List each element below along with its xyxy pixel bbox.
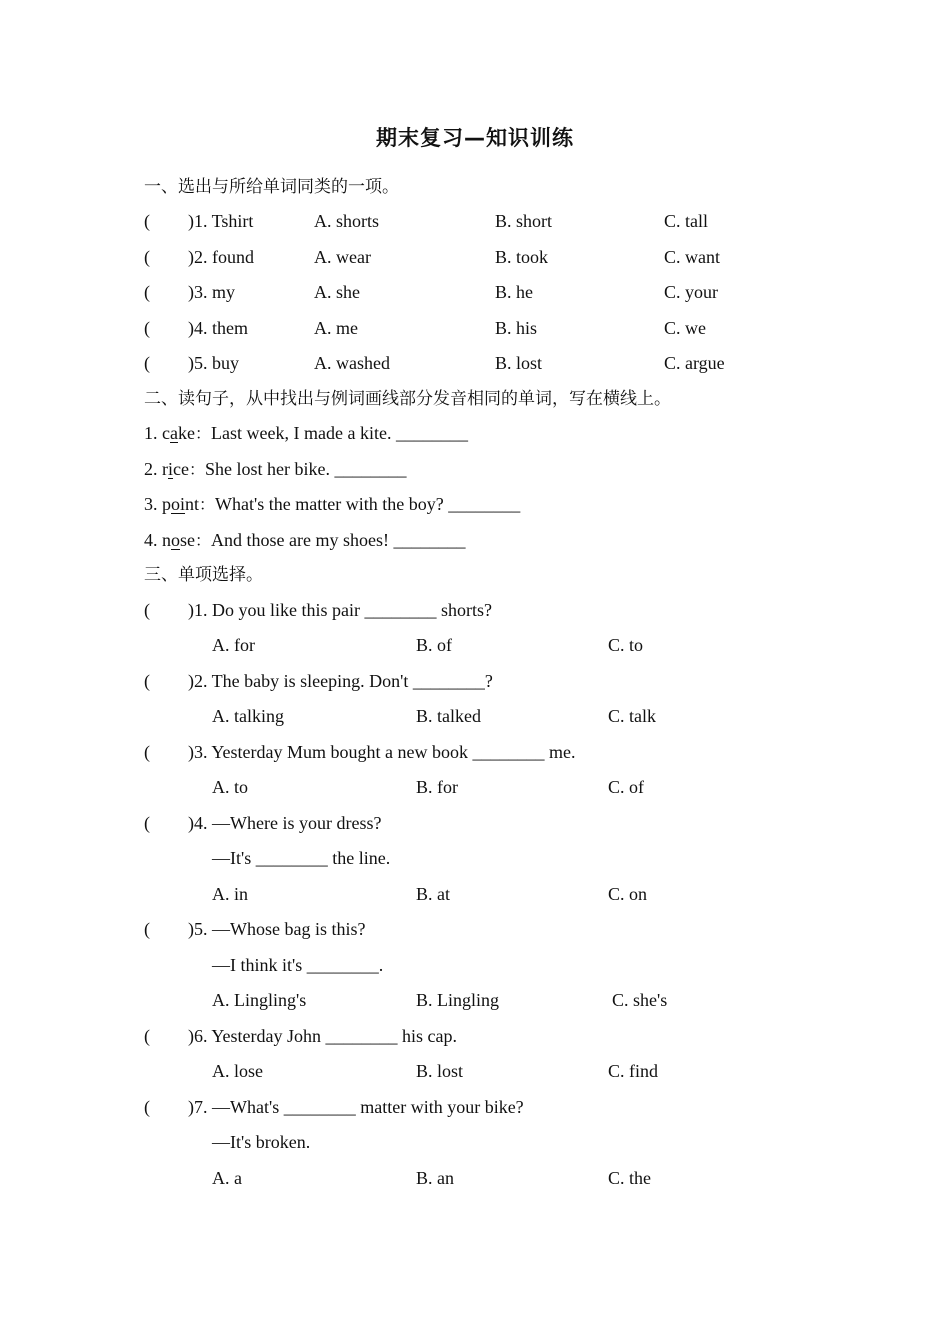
- option-b: B. talked: [416, 706, 481, 726]
- example-word-end: ce: [173, 459, 189, 479]
- section1-heading: 一、选出与所给单词同类的一项。: [144, 177, 399, 197]
- option-a: A. talking: [212, 706, 284, 726]
- option-a: A. in: [212, 884, 248, 904]
- underlined-letters: o: [171, 530, 180, 550]
- answer-paren: (: [144, 282, 150, 302]
- option-b: B. for: [416, 777, 458, 797]
- option-a: A. for: [212, 635, 255, 655]
- question-text: )5. buy: [188, 353, 239, 373]
- sentence: Last week, I made a kite. ________: [211, 423, 468, 443]
- option-c: C. she's: [612, 990, 668, 1010]
- option-c: C. we: [664, 318, 706, 338]
- colon: ：: [199, 495, 216, 514]
- underlined-letters: i: [168, 459, 174, 479]
- answer-paren: (: [144, 671, 150, 691]
- option-b: B. took: [495, 247, 549, 267]
- question-text: )3. my: [188, 282, 235, 302]
- option-a: A. a: [212, 1168, 242, 1188]
- option-b: B. of: [416, 635, 452, 655]
- question-text: )2. The baby is sleeping. Don't ________?: [188, 671, 493, 691]
- option-c: C. want: [664, 247, 720, 267]
- question-text: )2. found: [188, 247, 254, 267]
- option-c: C. find: [608, 1061, 659, 1081]
- option-a: A. Lingling's: [212, 990, 307, 1010]
- option-b: B. he: [495, 282, 533, 302]
- dialogue-reply: —I think it's ________.: [212, 955, 384, 975]
- colon: ：: [195, 531, 212, 550]
- answer-paren: (: [144, 353, 150, 373]
- answer-paren: (: [144, 813, 150, 833]
- question-text: )3. Yesterday Mum bought a new book ________ me.: [188, 742, 576, 762]
- option-a: A. lose: [212, 1061, 263, 1081]
- example-word-start: 1. c: [144, 423, 170, 443]
- question-text: )1. Do you like this pair ________ shorts?: [188, 600, 492, 620]
- option-b: B. at: [416, 884, 450, 904]
- option-a: A. she: [314, 282, 360, 302]
- option-b: B. an: [416, 1168, 454, 1188]
- option-b: B. his: [495, 318, 538, 338]
- question-text: )7. —What's ________ matter with your bike?: [188, 1097, 524, 1117]
- s2-item: [144, 422, 468, 445]
- example-word-start: 3. p: [144, 494, 171, 514]
- option-c: C. talk: [608, 706, 656, 726]
- answer-paren: (: [144, 247, 150, 267]
- colon: ：: [189, 460, 206, 479]
- question-text: )4. —Where is your dress?: [188, 813, 382, 833]
- example-word-end: se: [180, 530, 195, 550]
- question-text: )6. Yesterday John ________ his cap.: [188, 1026, 457, 1046]
- example-word-start: 2. r: [144, 459, 168, 479]
- option-c: C. the: [608, 1168, 651, 1188]
- answer-paren: (: [144, 742, 150, 762]
- dialogue-reply: —It's broken.: [212, 1132, 311, 1152]
- option-b: B. short: [495, 211, 553, 231]
- sentence: And those are my shoes! ________: [211, 530, 466, 550]
- example-word-start: 4. n: [144, 530, 171, 550]
- underlined-letters: a: [170, 423, 178, 443]
- sentence: She lost her bike. ________: [205, 459, 407, 479]
- underlined-letters: oi: [171, 494, 186, 514]
- page-title: 期末复习—知识训练: [376, 126, 574, 150]
- option-c: C. your: [664, 282, 718, 302]
- option-a: A. shorts: [314, 211, 380, 231]
- example-word-end: nt: [185, 494, 200, 514]
- option-c: C. of: [608, 777, 644, 797]
- section2-heading: 二、读句子，从中找出与例词画线部分发音相同的单词，写在横线上。: [144, 389, 671, 409]
- question-text: )1. Tshirt: [188, 211, 254, 231]
- section3-heading: 三、单项选择。: [144, 565, 263, 585]
- s2-item: [144, 493, 520, 516]
- answer-paren: (: [144, 919, 150, 939]
- colon: ：: [195, 424, 212, 443]
- answer-paren: (: [144, 318, 150, 338]
- option-a: A. washed: [314, 353, 390, 373]
- question-text: )4. them: [188, 318, 248, 338]
- option-b: B. lost: [416, 1061, 464, 1081]
- option-a: A. to: [212, 777, 248, 797]
- option-b: B. Lingling: [416, 990, 500, 1010]
- answer-paren: (: [144, 211, 150, 231]
- option-c: C. argue: [664, 353, 725, 373]
- answer-paren: (: [144, 600, 150, 620]
- option-b: B. lost: [495, 353, 543, 373]
- s2-item: [144, 529, 465, 552]
- option-c: C. to: [608, 635, 644, 655]
- s2-item: [144, 458, 407, 481]
- sentence: What's the matter with the boy? ________: [215, 494, 521, 514]
- option-a: A. wear: [314, 247, 371, 267]
- question-text: )5. —Whose bag is this?: [188, 919, 366, 939]
- option-c: C. on: [608, 884, 648, 904]
- example-word-end: ke: [178, 423, 195, 443]
- option-c: C. tall: [664, 211, 708, 231]
- dialogue-reply: —It's ________ the line.: [212, 848, 391, 868]
- answer-paren: (: [144, 1097, 150, 1117]
- answer-paren: (: [144, 1026, 150, 1046]
- option-a: A. me: [314, 318, 358, 338]
